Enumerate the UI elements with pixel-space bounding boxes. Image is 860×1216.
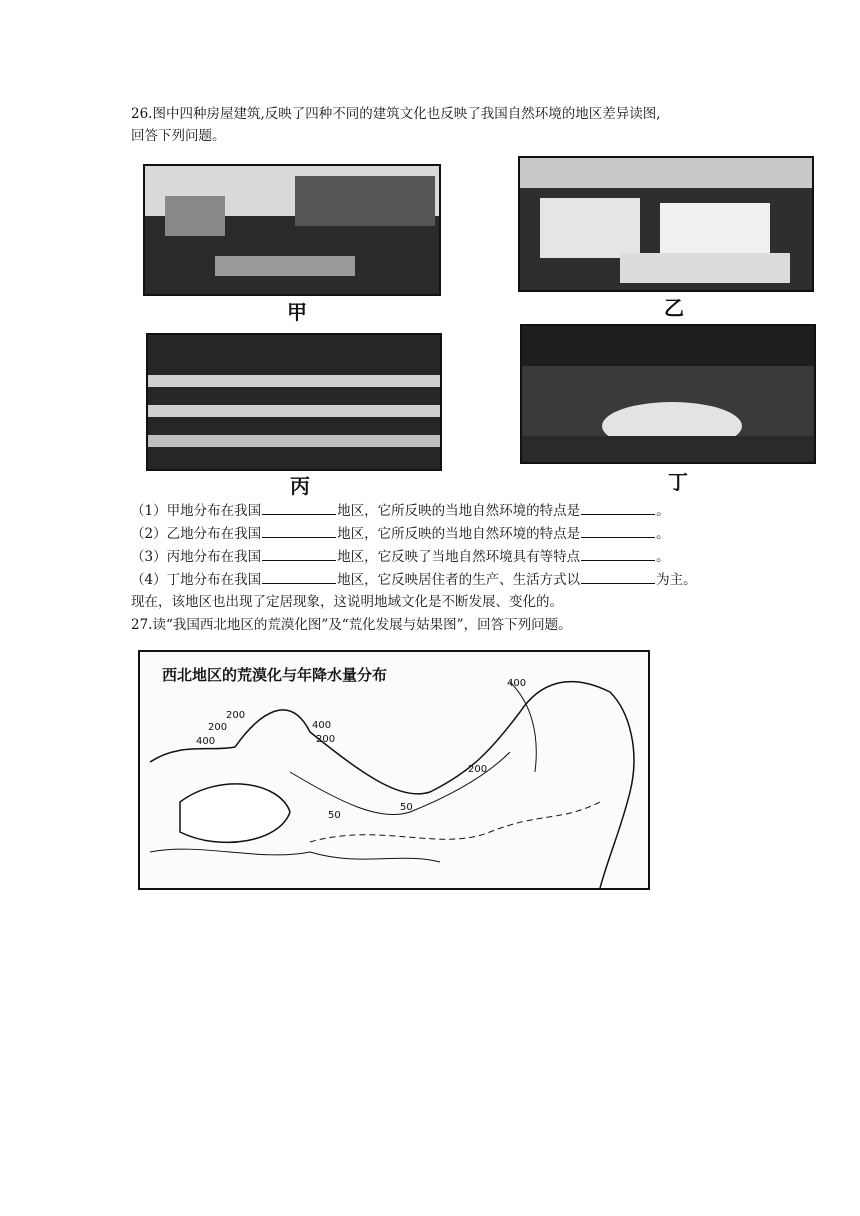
isohyet-label: 50	[328, 810, 341, 821]
caption-ding: 丁	[668, 470, 688, 494]
isohyet-label: 50	[400, 802, 413, 813]
isohyet-label: 200	[208, 722, 228, 733]
blank-2a[interactable]	[262, 525, 336, 538]
blank-1a[interactable]	[262, 502, 336, 515]
isohyet-label: 200	[468, 764, 488, 775]
blank-2b[interactable]	[581, 525, 655, 538]
q26-stem-line1: 26.图中四种房屋建筑,反映了四种不同的建筑文化也反映了我国自然环境的地区差异读图,	[131, 106, 661, 122]
q26-stem-line2: 回答下列问题。	[131, 128, 226, 144]
photo-ding	[520, 324, 816, 464]
isohyet-label: 400	[196, 736, 216, 747]
blank-4a[interactable]	[262, 571, 336, 584]
blank-4b[interactable]	[581, 571, 655, 584]
map-drawing	[140, 652, 648, 888]
desertification-map	[138, 650, 650, 890]
blank-1b[interactable]	[581, 502, 655, 515]
photo-yi	[518, 156, 814, 292]
blank-3b[interactable]	[581, 548, 655, 561]
q26-item-4: （4）丁地分布在我国 地区，它反映居住者的生产、生活方式以 为主。	[131, 572, 697, 588]
q26-tail: 现在，该地区也出现了定居现象，这说明地域文化是不断发展、变化的。	[131, 594, 563, 610]
map-title: 西北地区的荒漠化与年降水量分布	[162, 666, 388, 684]
isohyet-label: 200	[316, 734, 336, 745]
photo-ding-image	[522, 326, 814, 462]
q26-item-2: （2）乙地分布在我国 地区，它所反映的当地自然环境的特点是 。	[131, 526, 670, 542]
isohyet-label: 400	[507, 678, 527, 689]
blank-3a[interactable]	[262, 548, 336, 561]
q26-stem	[131, 103, 661, 147]
isohyet-label: 400	[312, 720, 332, 731]
photo-jia	[143, 164, 441, 296]
q26-item-3: （3）丙地分布在我国 地区，它反映了当地自然环境具有等特点 。	[131, 549, 670, 565]
isohyet-label: 200	[226, 710, 246, 721]
q26-item-1: （1）甲地分布在我国 地区，它所反映的当地自然环境的特点是 。	[131, 503, 670, 519]
caption-yi: 乙	[664, 296, 684, 320]
photo-bing-image	[148, 335, 440, 469]
photo-yi-image	[520, 158, 812, 290]
photo-jia-image	[145, 166, 439, 294]
q27-stem: 27.读“我国西北地区的荒漠化图”及“荒化发展与姑果图”，回答下列问题。	[131, 617, 572, 633]
photo-bing	[146, 333, 442, 471]
caption-jia: 甲	[287, 300, 307, 324]
caption-bing: 丙	[290, 474, 310, 498]
